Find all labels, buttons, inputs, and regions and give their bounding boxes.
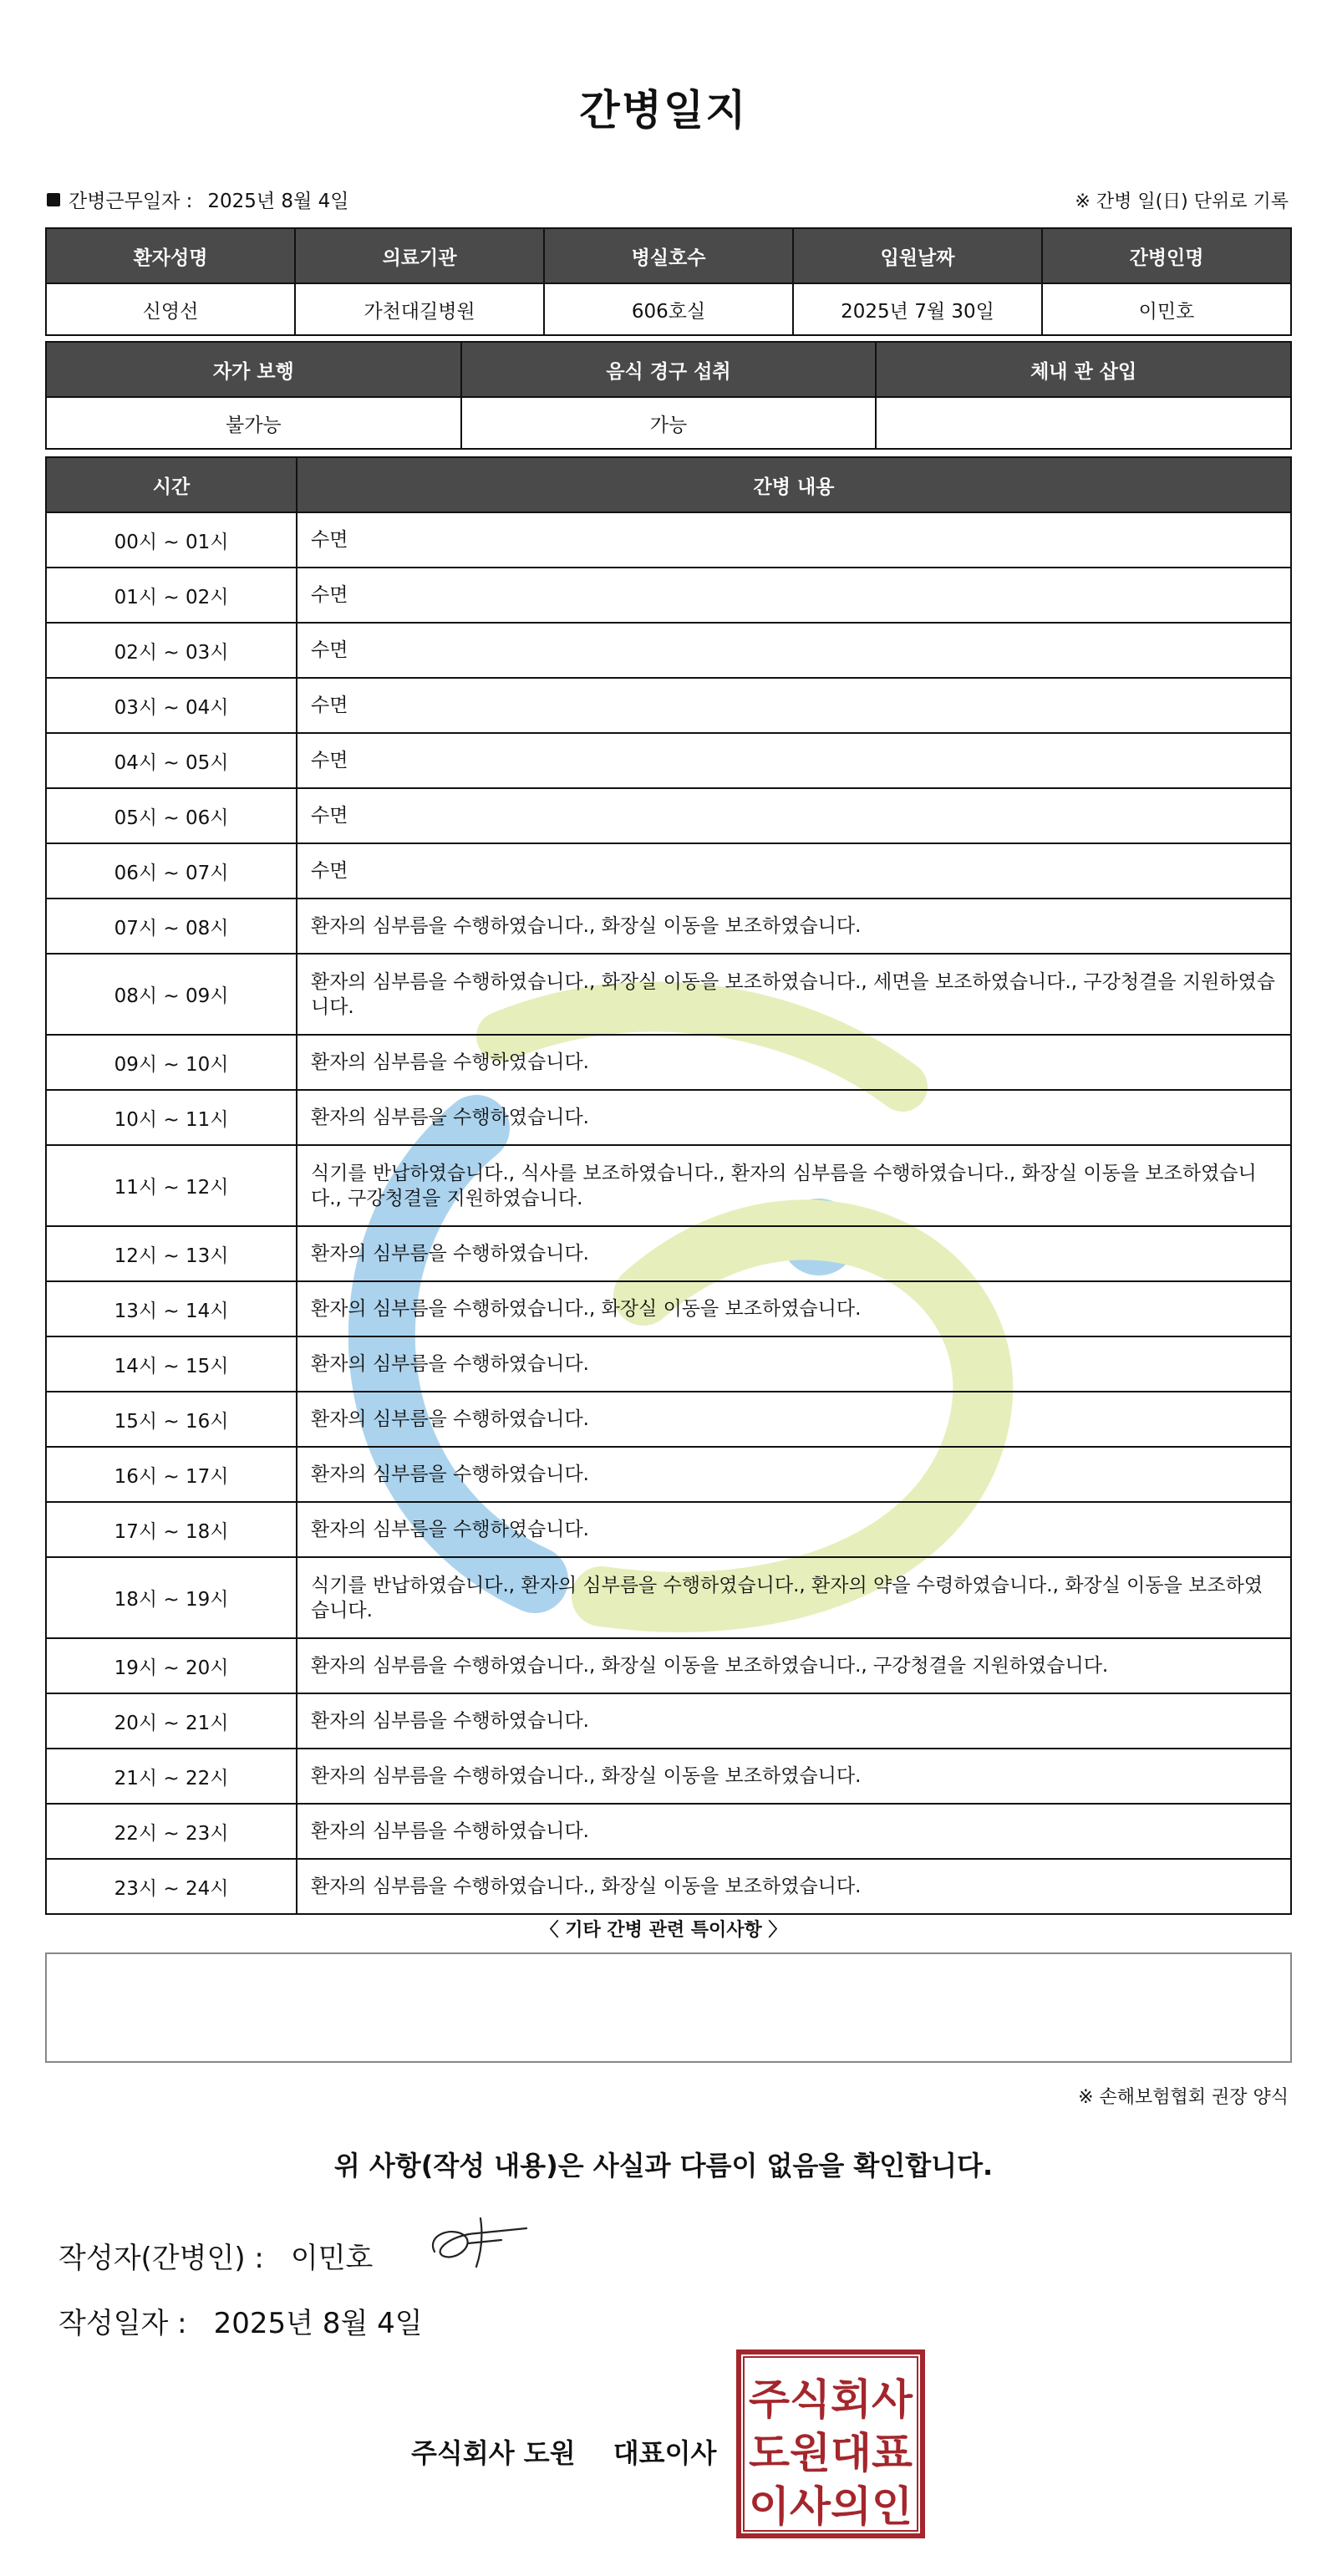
header-hospital: 의료기관 xyxy=(295,228,544,283)
caregiver-name: 이민호 xyxy=(1042,283,1291,335)
row-content: 환자의 심부름을 수행하였습니다., 화장실 이동을 보조하였습니다., 세면을 보조하였습니다., 구강청결을 지원하였습니다. xyxy=(297,954,1291,1035)
row-time: 07시 ~ 08시 xyxy=(46,899,297,954)
table-row xyxy=(46,1638,1291,1693)
row-content: 환자의 심부름을 수행하였습니다. xyxy=(297,1035,1291,1090)
row-content: 수면 xyxy=(297,512,1291,568)
writer-label: 작성자(간병인) : xyxy=(58,2242,264,2275)
row-time: 19시 ~ 20시 xyxy=(46,1638,297,1693)
row-content: 환자의 심부름을 수행하였습니다., 화장실 이동을 보조하였습니다. xyxy=(297,1749,1291,1804)
company-name: 주식회사 도원 xyxy=(411,2437,576,2469)
table-row xyxy=(46,1035,1291,1090)
row-content: 환자의 심부름을 수행하였습니다. xyxy=(297,1502,1291,1557)
header-caregiver-name: 간병인명 xyxy=(1042,228,1291,283)
table-row xyxy=(46,1447,1291,1502)
table-row xyxy=(46,1749,1291,1804)
table-row xyxy=(46,1145,1291,1226)
table-row xyxy=(46,954,1291,1035)
row-content: 환자의 심부름을 수행하였습니다., 화장실 이동을 보조하였습니다. xyxy=(297,899,1291,954)
row-time: 17시 ~ 18시 xyxy=(46,1502,297,1557)
table-row xyxy=(46,678,1291,733)
header-oral-intake: 음식 경구 섭취 xyxy=(461,342,877,397)
signature xyxy=(418,2210,543,2277)
row-time: 15시 ~ 16시 xyxy=(46,1392,297,1447)
patient-info-table xyxy=(45,227,1292,336)
notes-label: 〈 기타 간병 관련 특이사항 〉 xyxy=(540,1920,787,1941)
table-row xyxy=(46,733,1291,788)
row-content: 환자의 심부름을 수행하였습니다. xyxy=(297,1447,1291,1502)
header-room: 병실호수 xyxy=(544,228,793,283)
writer-row xyxy=(58,2235,373,2276)
row-time: 11시 ~ 12시 xyxy=(46,1145,297,1226)
row-content: 환자의 심부름을 수행하였습니다., 화장실 이동을 보조하였습니다. xyxy=(297,1281,1291,1336)
company-signature-line xyxy=(411,2432,716,2471)
row-time: 10시 ~ 11시 xyxy=(46,1090,297,1145)
square-bullet-icon xyxy=(47,193,60,206)
written-date-label: 작성일자 : xyxy=(58,2307,187,2340)
oral-intake: 가능 xyxy=(461,397,877,449)
work-date: 2025년 8월 4일 xyxy=(207,191,349,212)
row-time: 16시 ~ 17시 xyxy=(46,1447,297,1502)
table-row xyxy=(46,1859,1291,1914)
hospital: 가천대길병원 xyxy=(295,283,544,335)
patient-status-table xyxy=(45,341,1292,450)
row-content: 환자의 심부름을 수행하였습니다. xyxy=(297,1226,1291,1281)
table-row xyxy=(46,1336,1291,1392)
tube-insertion xyxy=(876,397,1291,449)
table-row xyxy=(46,843,1291,899)
row-time: 01시 ~ 02시 xyxy=(46,568,297,623)
room-number: 606호실 xyxy=(544,283,793,335)
table-row xyxy=(46,1090,1291,1145)
row-content: 수면 xyxy=(297,623,1291,678)
table-row xyxy=(46,899,1291,954)
self-walking: 불가능 xyxy=(46,397,461,449)
row-time: 03시 ~ 04시 xyxy=(46,678,297,733)
row-time: 12시 ~ 13시 xyxy=(46,1226,297,1281)
table-row xyxy=(46,1502,1291,1557)
row-time: 20시 ~ 21시 xyxy=(46,1693,297,1749)
row-content: 수면 xyxy=(297,788,1291,843)
row-time: 22시 ~ 23시 xyxy=(46,1804,297,1859)
row-content: 수면 xyxy=(297,843,1291,899)
row-content: 환자의 심부름을 수행하였습니다. xyxy=(297,1336,1291,1392)
writer-name: 이민호 xyxy=(290,2242,374,2275)
row-time: 23시 ~ 24시 xyxy=(46,1859,297,1914)
table-row xyxy=(46,1693,1291,1749)
written-date: 2025년 8월 4일 xyxy=(213,2307,423,2340)
table-row xyxy=(46,1392,1291,1447)
notes-box xyxy=(45,1952,1292,2063)
row-content: 환자의 심부름을 수행하였습니다. xyxy=(297,1804,1291,1859)
row-time: 00시 ~ 01시 xyxy=(46,512,297,568)
table-row xyxy=(46,1804,1291,1859)
work-date-row xyxy=(47,186,348,213)
header-self-walking: 자가 보행 xyxy=(46,342,461,397)
header-admission-date: 입원날짜 xyxy=(793,228,1042,283)
company-seal xyxy=(735,2349,926,2539)
table-row xyxy=(46,1557,1291,1638)
work-date-label: 간병근무일자 : xyxy=(69,191,193,212)
table-row xyxy=(46,568,1291,623)
row-content: 수면 xyxy=(297,733,1291,788)
table-row xyxy=(46,623,1291,678)
row-content: 수면 xyxy=(297,568,1291,623)
recommend-note: ※ 손해보험협회 권장 양식 xyxy=(1078,2087,1289,2108)
row-content: 환자의 심부름을 수행하였습니다. xyxy=(297,1392,1291,1447)
written-date-row xyxy=(58,2300,423,2341)
row-content: 환자의 심부름을 수행하였습니다. xyxy=(297,1090,1291,1145)
table-row xyxy=(46,788,1291,843)
svg-text:도원대표: 도원대표 xyxy=(749,2429,913,2477)
row-time: 08시 ~ 09시 xyxy=(46,954,297,1035)
care-log-table xyxy=(45,456,1292,1915)
admission-date: 2025년 7월 30일 xyxy=(793,283,1042,335)
row-content: 식기를 반납하였습니다., 식사를 보조하였습니다., 환자의 심부름을 수행하였습니다., 화장실 이동을 보조하였습니다., 구강청결을 지원하였습니다. xyxy=(297,1145,1291,1226)
row-time: 04시 ~ 05시 xyxy=(46,733,297,788)
row-content: 환자의 심부름을 수행하였습니다., 화장실 이동을 보조하였습니다. xyxy=(297,1859,1291,1914)
header-care-content: 간병 내용 xyxy=(297,457,1291,512)
table-row xyxy=(46,512,1291,568)
row-time: 02시 ~ 03시 xyxy=(46,623,297,678)
patient-name: 신영선 xyxy=(46,283,295,335)
page-title: 간병일지 xyxy=(579,86,748,135)
row-time: 06시 ~ 07시 xyxy=(46,843,297,899)
table-row xyxy=(46,1281,1291,1336)
ceo-title: 대표이사 xyxy=(613,2437,717,2469)
header-patient-name: 환자성명 xyxy=(46,228,295,283)
row-time: 13시 ~ 14시 xyxy=(46,1281,297,1336)
table-row xyxy=(46,1226,1291,1281)
row-content: 환자의 심부름을 수행하였습니다. xyxy=(297,1693,1291,1749)
row-content: 수면 xyxy=(297,678,1291,733)
row-time: 14시 ~ 15시 xyxy=(46,1336,297,1392)
row-time: 05시 ~ 06시 xyxy=(46,788,297,843)
confirm-statement: 위 사항(작성 내용)은 사실과 다름이 없음을 확인합니다. xyxy=(333,2150,994,2181)
row-content: 환자의 심부름을 수행하였습니다., 화장실 이동을 보조하였습니다., 구강청결을 지원하였습니다. xyxy=(297,1638,1291,1693)
row-time: 09시 ~ 10시 xyxy=(46,1035,297,1090)
header-time: 시간 xyxy=(46,457,297,512)
row-content: 식기를 반납하였습니다., 환자의 심부름을 수행하였습니다., 환자의 약을 수령하였습니다., 화장실 이동을 보조하였습니다. xyxy=(297,1557,1291,1638)
unit-note: ※ 간병 일(日) 단위로 기록 xyxy=(1075,191,1289,212)
svg-text:이사의인: 이사의인 xyxy=(749,2482,913,2531)
row-time: 18시 ~ 19시 xyxy=(46,1557,297,1638)
svg-text:주식회사: 주식회사 xyxy=(749,2375,913,2424)
row-time: 21시 ~ 22시 xyxy=(46,1749,297,1804)
header-tube-insertion: 체내 관 삽입 xyxy=(876,342,1291,397)
